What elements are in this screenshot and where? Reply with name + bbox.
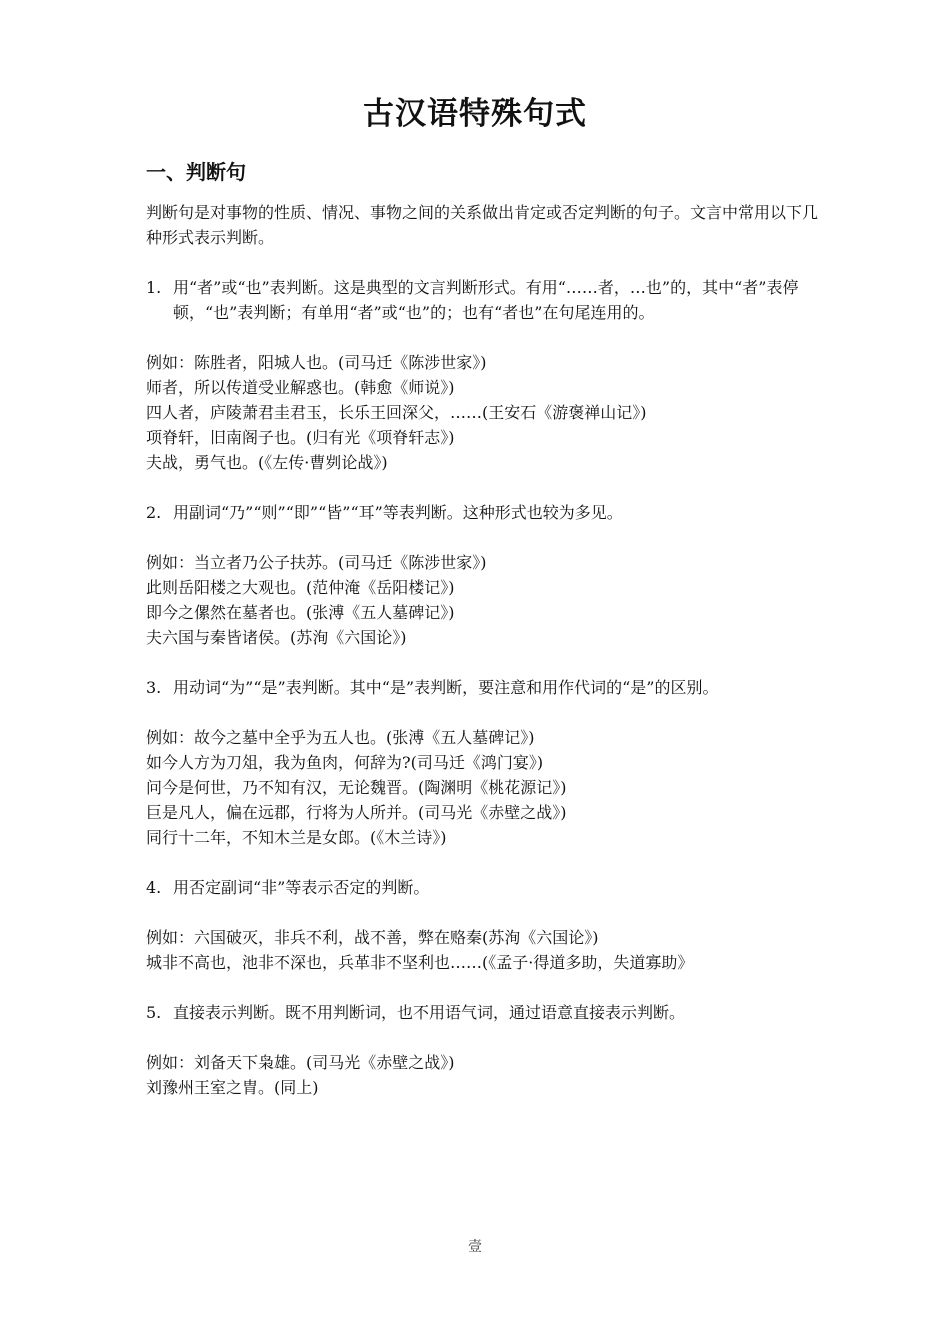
page-number: 壹 — [468, 1239, 482, 1255]
example-line: 刘豫州王室之胄。(同上) — [146, 1078, 319, 1097]
item-number: 4. — [146, 878, 162, 897]
item-number: 5. — [146, 1003, 162, 1022]
example-line: 例如：故今之墓中全乎为五人也。(张溥《五人墓碑记》) — [146, 728, 535, 747]
item-text: 直接表示判断。既不用判断词，也不用语气词，通过语意直接表示判断。 — [173, 1003, 686, 1022]
example-line: 例如：陈胜者，阳城人也。(司马迁《陈涉世家》) — [146, 353, 487, 372]
page-title: 古汉语特殊句式 — [363, 96, 587, 132]
example-line: 例如：六国破灭，非兵不利，战不善，弊在赂秦(苏洵《六国论》) — [146, 928, 599, 947]
examples-block-5 — [146, 1050, 826, 1100]
example-line: 项脊轩，旧南阁子也。(归有光《项脊轩志》) — [146, 428, 455, 447]
section-body — [146, 200, 826, 1125]
example-line: 巨是凡人，偏在远郡，行将为人所并。(司马光《赤壁之战》) — [146, 803, 567, 822]
example-line: 同行十二年，不知木兰是女郎。(《木兰诗》) — [146, 828, 447, 847]
example-line: 四人者，庐陵萧君圭君玉，长乐王回深父，……(王安石《游褒禅山记》) — [146, 403, 647, 422]
section-heading: 一、判断句 — [146, 160, 246, 184]
item-number: 1. — [146, 278, 162, 297]
list-item-3 — [146, 675, 826, 700]
intro-paragraph: 判断句是对事物的性质、情况、事物之间的关系做出肯定或否定判断的句子。文言中常用以下几种形式表示判断。 — [146, 203, 819, 247]
example-line: 此则岳阳楼之大观也。(范仲淹《岳阳楼记》) — [146, 578, 455, 597]
item-number: 3. — [146, 678, 162, 697]
example-line: 师者，所以传道受业解惑也。(韩愈《师说》) — [146, 378, 455, 397]
list-item-2 — [146, 500, 826, 525]
item-text: 用动词“为”“是”表判断。其中“是”表判断，要注意和用作代词的“是”的区别。 — [173, 678, 719, 697]
list-item-1 — [146, 275, 826, 325]
list-item-5 — [146, 1000, 826, 1025]
example-line: 城非不高也，池非不深也，兵革非不坚利也……(《孟子·得道多助，失道寡助》 — [146, 953, 694, 972]
item-text: 用否定副词“非”等表示否定的判断。 — [173, 878, 430, 897]
example-line: 例如：刘备天下枭雄。(司马光《赤壁之战》) — [146, 1053, 455, 1072]
examples-block-2 — [146, 550, 826, 650]
example-line: 问今是何世，乃不知有汉，无论魏晋。(陶渊明《桃花源记》) — [146, 778, 567, 797]
examples-block-3 — [146, 725, 826, 850]
list-item-4 — [146, 875, 826, 900]
example-line: 如今人方为刀俎，我为鱼肉，何辞为?(司马迁《鸿门宴》) — [146, 753, 544, 772]
item-number: 2. — [146, 503, 162, 522]
examples-block-4 — [146, 925, 826, 975]
item-text: 用副词“乃”“则”“即”“皆”“耳”等表判断。这种形式也较为多见。 — [173, 503, 623, 522]
example-line: 例如：当立者乃公子扶苏。(司马迁《陈涉世家》) — [146, 553, 487, 572]
example-line: 即今之傫然在墓者也。(张溥《五人墓碑记》) — [146, 603, 455, 622]
example-line: 夫六国与秦皆诸侯。(苏洵《六国论》) — [146, 628, 407, 647]
item-text: 用“者”或“也”表判断。这是典型的文言判断形式。有用“……者，…也”的，其中“者”表停顿，“也”表判断；有单用“者”或“也”的；也有“者也”在句尾连用的。 — [173, 278, 799, 322]
examples-block-1 — [146, 350, 826, 475]
example-line: 夫战，勇气也。(《左传·曹刿论战》) — [146, 453, 388, 472]
